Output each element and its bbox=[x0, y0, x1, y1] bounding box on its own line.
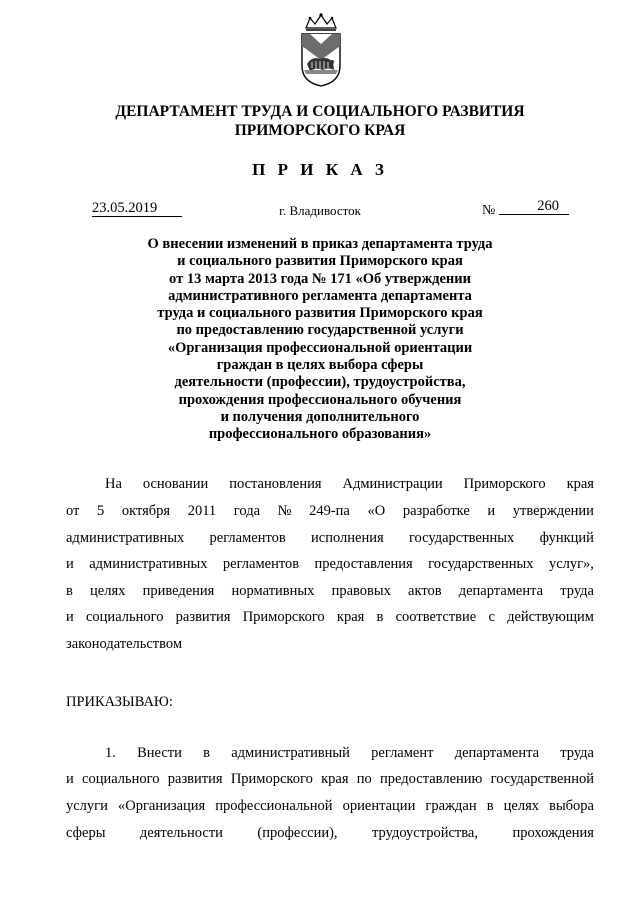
subject-line: от 13 марта 2013 года № 171 «Об утверждении bbox=[169, 270, 471, 287]
word: административный bbox=[231, 745, 350, 761]
word: Администрации bbox=[342, 476, 443, 492]
word: исполнения bbox=[311, 530, 384, 546]
order-subject bbox=[0, 236, 640, 444]
word: соответствие bbox=[395, 609, 477, 625]
department-line: ДЕПАРТАМЕНТ ТРУДА И СОЦИАЛЬНОГО РАЗВИТИЯ bbox=[115, 103, 525, 120]
word: октября bbox=[121, 503, 171, 519]
order-city: г. Владивосток bbox=[279, 203, 361, 218]
subject-line: административного регламента департамента bbox=[168, 287, 472, 304]
word: правовых bbox=[331, 583, 391, 599]
word: в bbox=[66, 583, 73, 599]
text-line bbox=[66, 798, 594, 815]
word: в bbox=[486, 798, 494, 814]
subject-line: О внесении изменений в приказ департамента труда bbox=[147, 236, 493, 252]
word: профессиональной bbox=[215, 798, 333, 814]
word: основании bbox=[142, 476, 209, 492]
word: 2011 bbox=[187, 503, 217, 519]
word: года bbox=[233, 503, 261, 519]
word: социального bbox=[82, 771, 160, 787]
word: и bbox=[487, 503, 496, 519]
word: с bbox=[488, 609, 495, 625]
word: регламент bbox=[371, 745, 434, 761]
department-line: ПРИМОРСКОГО КРАЯ bbox=[234, 122, 406, 139]
word: утверждении bbox=[512, 503, 594, 519]
word: административных bbox=[66, 530, 185, 546]
word: административных bbox=[89, 556, 208, 572]
word: развития bbox=[175, 609, 231, 625]
subject-line: прохождения профессионального обучения bbox=[178, 391, 462, 408]
text-line bbox=[66, 771, 594, 788]
word: нормативных bbox=[231, 583, 315, 599]
text-line bbox=[66, 609, 594, 626]
word: и bbox=[66, 556, 74, 572]
word: ориентации bbox=[342, 798, 416, 814]
subject-line: труда и социального развития Приморского края bbox=[157, 305, 483, 322]
document-type-title: П Р И К А З bbox=[252, 160, 388, 179]
word: прохождения bbox=[512, 825, 594, 841]
word: актов bbox=[408, 583, 442, 599]
word: государственных bbox=[428, 556, 534, 572]
word: «О bbox=[367, 503, 386, 519]
text-line bbox=[105, 476, 594, 493]
text-line bbox=[105, 745, 594, 762]
word: (профессии), bbox=[257, 825, 338, 841]
word: целях bbox=[90, 583, 126, 599]
text-line bbox=[66, 583, 594, 600]
word: и bbox=[66, 609, 74, 625]
word: Приморского bbox=[242, 609, 325, 625]
word: разработке bbox=[402, 503, 470, 519]
word: сферы bbox=[66, 825, 106, 841]
word: по bbox=[356, 771, 372, 787]
word: № bbox=[277, 503, 292, 519]
word: законодательством bbox=[66, 636, 183, 652]
word: государственной bbox=[490, 771, 594, 787]
word: 249-па bbox=[309, 503, 350, 519]
word: Приморского bbox=[463, 476, 546, 492]
text-line bbox=[66, 556, 594, 573]
text-line bbox=[66, 530, 594, 547]
subject-line: «Организация профессиональной ориентации bbox=[167, 339, 473, 356]
text-line bbox=[66, 503, 594, 520]
word: Внести bbox=[137, 745, 182, 761]
word: 5 bbox=[97, 503, 105, 519]
word: департамента bbox=[454, 745, 540, 761]
word: 1. bbox=[105, 745, 116, 761]
word: функций bbox=[539, 530, 594, 546]
order-number: 260 bbox=[499, 199, 569, 215]
order-word: ПРИКАЗЫВАЮ: bbox=[66, 694, 173, 710]
word: от bbox=[66, 503, 80, 519]
word: «Организация bbox=[117, 798, 206, 814]
number-sign: № bbox=[482, 203, 496, 218]
word: целях bbox=[503, 798, 540, 814]
subject-line: профессионального образования» bbox=[208, 426, 432, 443]
word: услуги bbox=[66, 798, 108, 814]
word: департамента bbox=[458, 583, 544, 599]
word: выбора bbox=[549, 798, 594, 814]
word: социального bbox=[85, 609, 164, 625]
department-name bbox=[0, 102, 640, 140]
word: края bbox=[566, 476, 594, 492]
word: предоставления bbox=[314, 556, 413, 572]
word: действующим bbox=[507, 609, 594, 625]
word: регламентов bbox=[209, 530, 286, 546]
text-line bbox=[66, 825, 594, 842]
word: регламентов bbox=[222, 556, 300, 572]
word: постановления bbox=[229, 476, 322, 492]
subject-line: по предоставлению государственной услуги bbox=[176, 322, 464, 339]
word: труда bbox=[560, 583, 594, 599]
word: услуг», bbox=[548, 556, 594, 572]
word: предоставлению bbox=[380, 771, 483, 787]
word: края bbox=[336, 609, 365, 625]
word: приведения bbox=[142, 583, 215, 599]
word: государственных bbox=[408, 530, 515, 546]
subject-line: и социального развития Приморского края bbox=[177, 253, 463, 270]
word: в bbox=[203, 745, 210, 761]
text-line bbox=[66, 636, 594, 653]
word: На bbox=[105, 476, 122, 492]
word: труда bbox=[560, 745, 594, 761]
order-date: 23.05.2019 bbox=[92, 201, 182, 217]
word: трудоустройства, bbox=[372, 825, 478, 841]
word: края bbox=[321, 771, 349, 787]
word: развития bbox=[167, 771, 223, 787]
subject-line: деятельности (профессии), трудоустройства, bbox=[174, 374, 466, 391]
word: Приморского bbox=[230, 771, 313, 787]
word: деятельности bbox=[139, 825, 223, 841]
word: граждан bbox=[425, 798, 477, 814]
subject-line: граждан в целях выбора сферы bbox=[216, 357, 424, 374]
subject-line: и получения дополнительного bbox=[220, 408, 420, 425]
word: в bbox=[376, 609, 384, 625]
coat-of-arms-icon bbox=[296, 12, 346, 88]
word: и bbox=[66, 771, 74, 787]
